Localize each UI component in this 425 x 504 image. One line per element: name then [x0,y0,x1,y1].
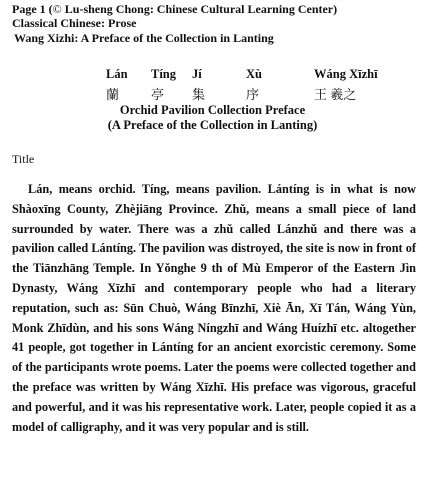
pinyin-author: Wáng Xīzhī [314,67,378,81]
hanzi-author: 王 羲之 [314,87,357,102]
hanzi-xu: 序 [246,87,260,102]
pinyin-xu: Xù [246,67,262,81]
pinyin-ji: Jí [192,67,202,81]
page-title: Lu-sheng Chong: Chinese Cultural Learning Center) [61,2,338,16]
pinyin-lan: Lán [106,67,128,81]
subtitle: Classical Chinese: Prose [12,16,137,30]
work-title: Wang Xizhi: A Preface of the Collection in Lanting [14,31,274,45]
page-header-line [12,2,337,16]
section-label: Title [12,152,35,166]
english-title: Orchid Pavilion Collection Preface [119,103,306,117]
page-number-label: Page 1 ( [12,2,53,16]
hanzi-ting: 亭 [151,87,165,102]
english-subtitle: (A Preface of the Collection in Lanting) [107,118,318,132]
seal-icon: © [52,2,62,16]
body-paragraph: Lán, means orchid. Tíng, means pavilion. Lántíng is in what is now Shàoxīng County, Zhèjiāng Province. Zhǔ, means a small piece of land surrounded by water. There was a zhǔ called Lánzhǔ and there was a pavilion called Lántíng. The pavilion was distroyed, the site is now in front of the Tiānzhāng Temple. In Yǒnghe 9 th of Mù Emperor of the Eastern Jìn Dynasty, Wáng Xīzhī and contemporary people who had a literary reputation, such as: Sūn Chuò, Wáng Bīnzhī, Xiè Ān, Xī Tán, Wáng Yùn, Monk Zhīdùn, and his sons Wáng Níngzhī and Wáng Huízhī etc. altogether 41 people, got together in Lántíng for an ancient exorcistic ceremony. Some of the participants wrote poems. Later the poems were collected together and the preface was written by Wáng Xīzhī. His preface was vigorous, graceful and powerful, and it was his representative work. Later, people copied it as a model of calligraphy, and it was very popular and is still. [12,182,416,434]
hanzi-lan: 蘭 [106,87,120,102]
hanzi-ji: 集 [192,87,206,102]
pinyin-ting: Tíng [151,67,177,81]
